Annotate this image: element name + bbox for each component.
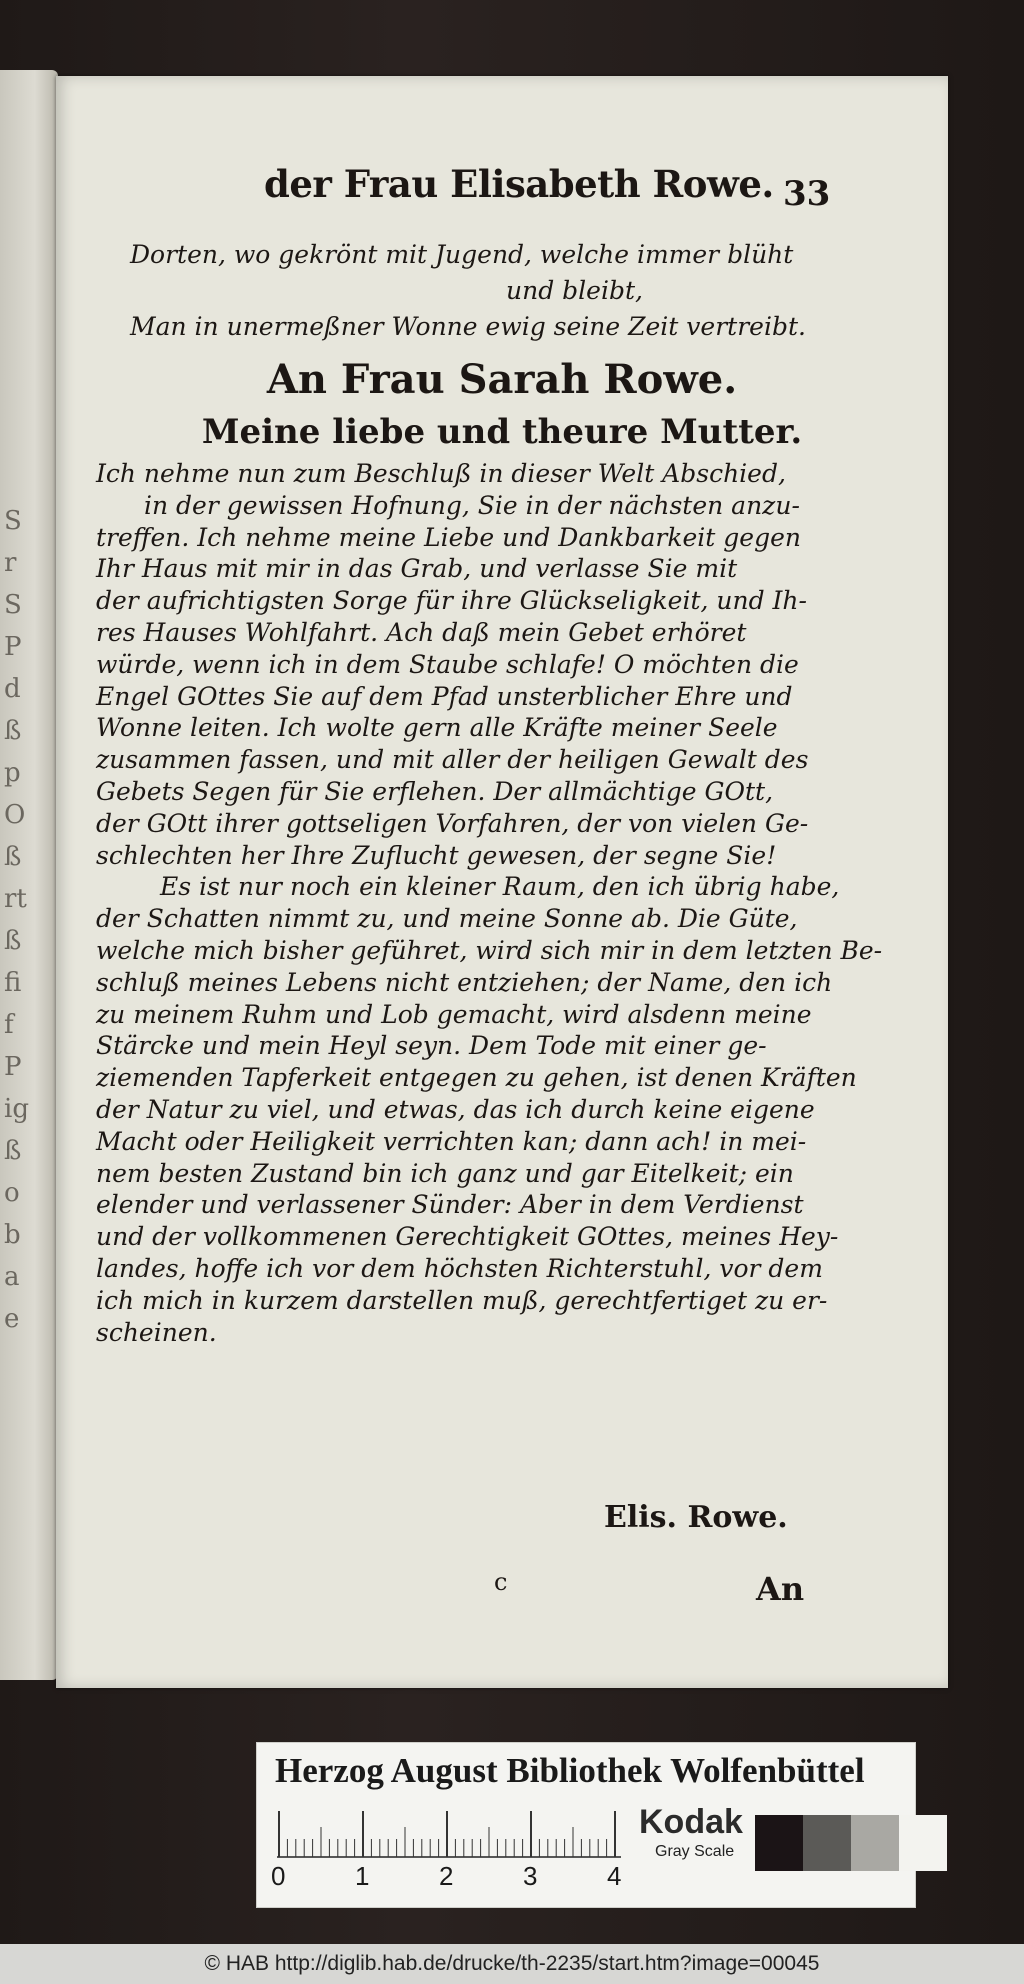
edge-glyph: rt [4,884,27,914]
text-line: zusammen fassen, und mit aller der heiligen Gewalt des [96,745,809,775]
text-line: der aufrichtigsten Sorge für ihre Glückseligkeit, und Ih- [96,586,807,616]
ruler-number: 1 [355,1861,370,1891]
text-line: Engel GOttes Sie auf dem Pfad unsterblicher Ehre und [96,681,793,711]
text-line: Ich nehme nun zum Beschluß in dieser Welt Abschied, [96,459,786,488]
edge-glyph: a [4,1262,20,1292]
ruler-number: 4 [607,1861,622,1891]
edge-glyph: P [4,632,22,662]
gray-patch [803,1815,851,1871]
text-line: Macht oder Heiligkeit verrichten kan; dann ach! in mei- [96,1126,807,1156]
edge-glyph: d [4,674,21,704]
edge-glyph: f [4,1010,14,1040]
source-credit: © HAB http://diglib.hab.de/drucke/th-2235/start.htm?image=00045 [204,1952,820,1975]
ruler-number: 0 [271,1861,286,1891]
text-line: der Schatten nimmt zu, und meine Sonne ab. Die Güte, [96,904,798,934]
book-page [56,76,948,1688]
verse-line: und bleibt, [506,276,643,305]
gray-patch [755,1815,803,1871]
text-line: nem besten Zustand bin ich ganz und gar Eitelkeit; ein [96,1158,794,1188]
text-line: Wonne leiten. Ich wolte gern alle Kräfte meiner Seele [96,713,778,743]
edge-glyph: o [4,1178,20,1208]
signature-mark: c [494,1568,508,1596]
text-line: Stärcke und mein Heyl seyn. Dem Tode mit einer ge- [96,1031,767,1061]
edge-glyph: O [4,800,26,830]
ruler-number: 3 [523,1861,538,1891]
edge-glyph: p [4,758,21,788]
footer-bar [0,1944,1024,1984]
letter-body [96,458,883,1348]
text-line: der Natur zu viel, und etwas, das ich durch keine eigene [96,1094,815,1124]
text-line: schluß meines Lebens nicht entziehen; der Name, den ich [96,967,833,997]
text-line: landes, hoffe ich vor dem höchsten Richterstuhl, vor dem [96,1253,823,1283]
text-line: res Hauses Wohlfahrt. Ach daß mein Gebet erhöret [96,617,747,647]
letter-salutation: Meine liebe und theure Mutter. [201,412,803,452]
edge-glyph: fi [4,968,22,998]
gray-patch [899,1815,947,1871]
previous-page-edge-text [4,500,38,1340]
paragraph [96,458,816,871]
text-line: zu meinem Ruhm und Lob gemacht, wird alsdenn meine [96,999,812,1029]
edge-glyph: r [4,548,17,578]
previous-page-edge [0,70,58,1680]
catchword: An [756,1570,805,1608]
gray-scale-patches [755,1815,947,1871]
scale-ruler [277,1809,621,1863]
archive-color-card [256,1742,916,1908]
edge-glyph: ig [4,1094,29,1124]
edge-glyph: ß [4,842,22,872]
edge-glyph: P [4,1052,22,1082]
text-line: treffen. Ich nehme meine Liebe und Dankbarkeit gegen [96,522,801,552]
edge-glyph: b [4,1220,21,1250]
library-name: Herzog August Bibliothek Wolfenbüttel [275,1751,865,1790]
running-header: der Frau Elisabeth Rowe. [264,162,774,206]
edge-glyph: ß [4,1136,22,1166]
letter-title: An Frau Sarah Rowe. [266,356,738,403]
verse-line: Man in unermeßner Wonne ewig seine Zeit vertreibt. [130,312,806,341]
text-line: scheinen. [96,1317,217,1347]
text-line: Es ist nur noch ein kleiner Raum, den ich übrig habe, [160,872,840,902]
edge-glyph: S [4,590,22,620]
text-line: ziemenden Tapferkeit entgegen zu gehen, ist denen Kräften [96,1063,857,1093]
edge-glyph: ß [4,716,22,746]
text-line: würde, wenn ich in dem Staube schlafe! O möchten die [96,649,799,679]
text-line: Gebets Segen für Sie erflehen. Der allmächtige GOtt, [96,776,774,806]
edge-glyph: ß [4,926,22,956]
text-line: in der gewissen Hofnung, Sie in der nächsten anzu- [144,490,800,520]
text-line: Ihr Haus mit mir in das Grab, und verlasse Sie mit [96,554,738,584]
edge-glyph: S [4,506,22,536]
kodak-logo: Kodak [639,1803,743,1841]
page-number: 33 [783,174,831,214]
gray-scale-label: Gray Scale [655,1843,735,1860]
text-line: schlechten her Ihre Zuflucht gewesen, der segne Sie! [96,840,777,870]
text-line: und der vollkommenen Gerechtigkeit GOttes, meines Hey- [96,1222,839,1252]
text-line: der GOtt ihrer gottseligen Vorfahren, der von vielen Ge- [96,808,809,838]
text-line: elender und verlassener Sünder: Aber in dem Verdienst [96,1190,804,1220]
text-line: ich mich in kurzem darstellen muß, gerechtfertiget zu er- [96,1285,828,1315]
ruler-number: 2 [439,1861,454,1891]
edge-glyph: e [4,1304,20,1334]
verse-line: Dorten, wo gekrönt mit Jugend, welche immer blüht [130,240,794,269]
gray-patch [851,1815,899,1871]
text-line: welche mich bisher geführet, wird sich mir in dem letzten Be- [96,935,883,965]
paragraph [96,871,883,1348]
signature: Elis. Rowe. [604,1500,788,1535]
